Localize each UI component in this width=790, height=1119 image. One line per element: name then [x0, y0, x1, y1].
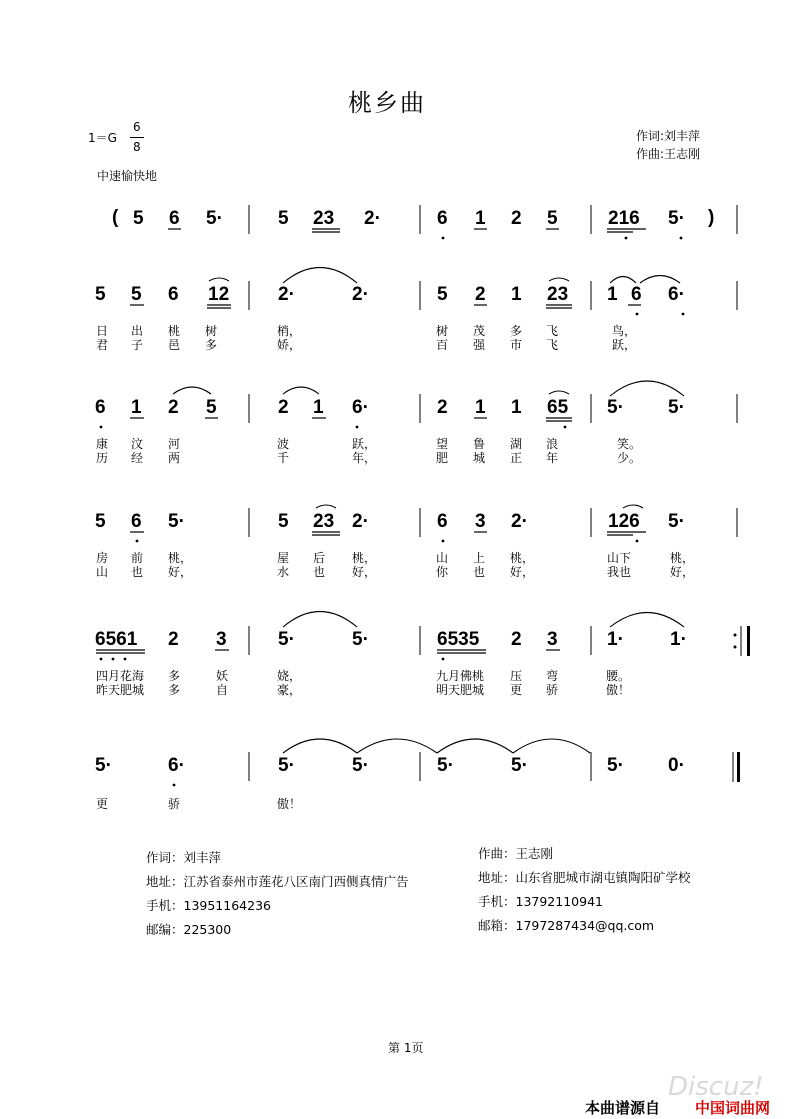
- lyric: 桃，: [670, 551, 695, 565]
- note: 5: [133, 208, 144, 229]
- time-signature-bottom: 8: [133, 140, 141, 154]
- lyric: 山: [436, 551, 449, 565]
- note: 2·: [278, 284, 295, 305]
- lyric: 年: [546, 451, 559, 465]
- lyric: 也: [131, 565, 144, 579]
- lyric: 鸟，: [612, 324, 637, 338]
- lyric: 多: [168, 683, 181, 697]
- lyric: 好，: [670, 565, 695, 579]
- note: 6: [437, 511, 448, 532]
- note: 5·: [95, 755, 112, 776]
- lyric: 桃，: [168, 551, 193, 565]
- lyric: 傲！: [606, 683, 631, 697]
- note: 5·: [668, 208, 685, 229]
- note: 1: [511, 397, 522, 418]
- lyric: 湖: [510, 437, 523, 451]
- note: 5: [437, 284, 448, 305]
- note: 3: [475, 511, 486, 532]
- lyric: 康: [96, 437, 109, 451]
- lyricist-credit: 作词:刘丰萍: [636, 129, 701, 143]
- lyric: 后: [313, 551, 326, 565]
- lyric: 日: [96, 324, 109, 338]
- contact-phone-left: 手机：13951164236: [146, 898, 271, 913]
- note: 5·: [511, 755, 528, 776]
- note: 1: [313, 397, 324, 418]
- note: 2: [278, 397, 289, 418]
- lyric: 汶: [131, 437, 144, 451]
- lyric: 骄: [168, 797, 181, 811]
- note: 6·: [168, 755, 185, 776]
- note: 2: [168, 397, 179, 418]
- lyric: 跃，: [352, 437, 377, 451]
- lyric: 也: [313, 565, 326, 579]
- note: 23: [313, 208, 335, 229]
- lyric: 娇，: [277, 338, 302, 352]
- lyric: 出: [131, 324, 144, 338]
- note: 5·: [352, 755, 369, 776]
- note: 5·: [278, 629, 295, 650]
- lyric: 山: [96, 565, 109, 579]
- lyric: 好，: [510, 565, 535, 579]
- lyric: 弯: [546, 669, 559, 683]
- intro-close-paren: ): [708, 207, 715, 228]
- lyric: 水: [277, 565, 290, 579]
- lyric: 更: [96, 797, 109, 811]
- note: 1: [475, 397, 486, 418]
- note: 5: [131, 284, 142, 305]
- tempo-marking: 中速愉快地: [97, 169, 158, 183]
- lyric: 千: [277, 451, 290, 465]
- lyric: 望: [436, 437, 449, 451]
- lyric: 飞: [546, 338, 559, 352]
- note: 5·: [206, 208, 223, 229]
- lyric: 鲁: [473, 437, 486, 451]
- lyric: 树: [436, 324, 449, 338]
- lyric: 明天肥城: [436, 683, 485, 697]
- note: 5·: [352, 629, 369, 650]
- note: 3: [216, 629, 227, 650]
- lyric: 娆，: [277, 669, 302, 683]
- lyric: 你: [436, 565, 449, 579]
- lyric: 昨天肥城: [96, 683, 145, 697]
- lyric: 多: [168, 669, 181, 683]
- lyric: 桃: [168, 324, 181, 338]
- contact-postcode: 邮编：225300: [146, 922, 232, 937]
- note: 5·: [437, 755, 454, 776]
- lyric: 自: [216, 683, 229, 697]
- note: 5·: [607, 397, 624, 418]
- note: 2: [168, 629, 179, 650]
- lyric: 肥: [436, 451, 449, 465]
- note: 216: [608, 208, 640, 229]
- key-signature: 1＝G: [88, 131, 117, 145]
- lyric: 跃，: [612, 338, 637, 352]
- lyric: 两: [168, 451, 181, 465]
- note: 2·: [352, 284, 369, 305]
- note: 126: [608, 511, 640, 532]
- note: 65: [547, 397, 569, 418]
- lyric: 茂: [473, 324, 486, 338]
- note: 6: [95, 397, 106, 418]
- note: 6535: [437, 629, 480, 650]
- site-name-link[interactable]: 中国词曲网: [695, 1099, 771, 1117]
- note: 2: [511, 208, 522, 229]
- lyric: 河: [168, 437, 181, 451]
- lyric: 飞: [546, 324, 559, 338]
- note: 1: [475, 208, 486, 229]
- lyric: 好，: [352, 565, 377, 579]
- lyric: 山下: [607, 551, 632, 565]
- lyric: 房: [96, 551, 109, 565]
- lyric: 桃，: [510, 551, 535, 565]
- lyric: 更: [510, 683, 523, 697]
- composer-credit: 作曲:王志刚: [636, 147, 701, 161]
- lyric: 市: [510, 338, 523, 352]
- lyric: 邑: [168, 338, 181, 352]
- note: 2·: [352, 511, 369, 532]
- lyric: 梢，: [277, 324, 302, 338]
- lyric: 君: [96, 338, 109, 352]
- lyric: 树: [205, 324, 218, 338]
- lyric: 百: [436, 338, 449, 352]
- time-signature-top: 6: [133, 120, 141, 134]
- lyric: 九月佛桃: [436, 669, 485, 683]
- note: 2·: [511, 511, 528, 532]
- note: 23: [313, 511, 335, 532]
- note: 2: [475, 284, 486, 305]
- lyric: 子: [131, 338, 144, 352]
- song-title: 桃乡曲: [348, 89, 426, 117]
- intro-open-paren: (: [112, 207, 119, 228]
- note: 6561: [95, 629, 138, 650]
- contact-phone-right: 手机：13792110941: [478, 894, 603, 909]
- note: 5·: [607, 755, 624, 776]
- note: 3: [547, 629, 558, 650]
- note: 1: [511, 284, 522, 305]
- lyric: 桃，: [352, 551, 377, 565]
- lyric: 波: [277, 437, 290, 451]
- lyric: 经: [131, 451, 144, 465]
- note: 12: [208, 284, 230, 305]
- lyric: 上: [473, 551, 486, 565]
- contact-address-left: 地址：江苏省泰州市莲花八区南门西侧真情广告: [146, 874, 409, 889]
- note: 2: [511, 629, 522, 650]
- note: 5: [206, 397, 217, 418]
- contact-lyricist: 作词：刘丰萍: [146, 850, 222, 865]
- lyric: 强: [473, 338, 486, 352]
- lyric: 傲！: [277, 797, 302, 811]
- note: 6·: [668, 284, 685, 305]
- note: 6: [168, 284, 179, 305]
- lyric: 年，: [352, 451, 377, 465]
- lyric: 少。: [617, 451, 642, 465]
- note: 5: [95, 284, 106, 305]
- note: 5: [278, 511, 289, 532]
- note: 5·: [668, 511, 685, 532]
- lyric: 妖: [216, 669, 229, 683]
- lyric: 城: [473, 451, 486, 465]
- note: 5·: [668, 397, 685, 418]
- lyric: 我也: [607, 565, 632, 579]
- note: 1: [131, 397, 142, 418]
- contact-email: 邮箱：1797287434@qq.com: [478, 918, 655, 933]
- lyric: 前: [131, 551, 144, 565]
- contact-address-right: 地址：山东省肥城市湖屯镇陶阳矿学校: [478, 870, 691, 885]
- note: 6·: [352, 397, 369, 418]
- lyric: 多: [510, 324, 523, 338]
- page-number: 第 1页: [388, 1041, 424, 1055]
- note: 5: [278, 208, 289, 229]
- note: 2·: [364, 208, 381, 229]
- note: 5: [95, 511, 106, 532]
- note: 6: [631, 284, 642, 305]
- note: 6: [169, 208, 180, 229]
- lyric: 多: [205, 338, 218, 352]
- note: 6: [437, 208, 448, 229]
- note: 5·: [168, 511, 185, 532]
- lyric: 豪，: [277, 683, 302, 697]
- note: 5: [547, 208, 558, 229]
- lyric: 骄: [546, 683, 559, 697]
- note: 5·: [278, 755, 295, 776]
- note: 1·: [607, 629, 624, 650]
- note: 0·: [668, 755, 685, 776]
- lyric: 浪: [546, 437, 559, 451]
- lyric: 历: [96, 451, 109, 465]
- lyric: 也: [473, 565, 486, 579]
- lyric: 屋: [277, 551, 290, 565]
- note: 23: [547, 284, 569, 305]
- lyric: 笑。: [617, 437, 642, 451]
- lyric: 四月花海: [96, 669, 145, 683]
- lyric: 正: [510, 451, 523, 465]
- lyric: 好，: [168, 565, 193, 579]
- note: 2: [437, 397, 448, 418]
- note: 1·: [670, 629, 687, 650]
- lyric: 腰。: [606, 669, 631, 683]
- note: 6: [131, 511, 142, 532]
- source-label: 本曲谱源自: [585, 1099, 661, 1117]
- contact-composer: 作曲：王志刚: [478, 846, 554, 861]
- discuz-watermark: Discuz!: [668, 1072, 764, 1102]
- note: 1: [607, 284, 618, 305]
- lyric: 压: [510, 669, 523, 683]
